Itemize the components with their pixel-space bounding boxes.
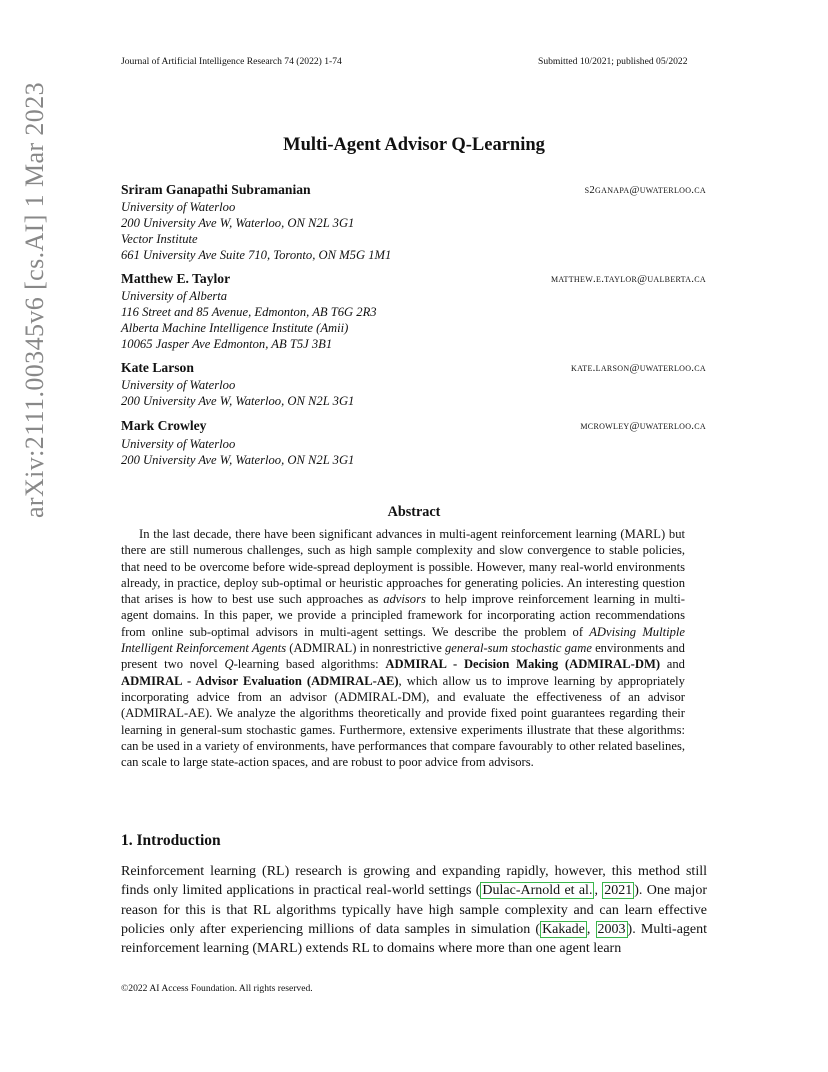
author-email[interactable]: s2ganapa@uwaterloo.ca: [584, 184, 706, 196]
affiliation-line: University of Waterloo: [121, 437, 236, 451]
affiliation-line: 10065 Jasper Ave Edmonton, AB T5J 3B1: [121, 337, 333, 351]
author-email[interactable]: matthew.e.taylor@ualberta.ca: [550, 273, 706, 285]
affiliation-line: University of Alberta: [121, 289, 228, 303]
abstract-text: -learning based algorithms:: [233, 657, 386, 672]
intro-text: ,: [594, 883, 603, 899]
affiliation-line: 116 Street and 85 Avenue, Edmonton, AB T6G 2R3: [121, 305, 377, 319]
abstract-text: and: [660, 657, 685, 672]
author-name: Mark Crowley: [121, 418, 207, 433]
abstract-body: [121, 526, 685, 770]
affiliation-line: 200 University Ave W, Waterloo, ON N2L 3G1: [121, 216, 355, 230]
citation-link[interactable]: 2003: [597, 921, 626, 937]
author-email[interactable]: mcrowley@uwaterloo.ca: [580, 420, 706, 432]
abstract-emphasis: general-sum stochastic game: [444, 641, 592, 656]
affiliation-line: 200 University Ave W, Waterloo, ON N2L 3G1: [121, 394, 355, 408]
citation-link[interactable]: Kakade: [542, 921, 585, 937]
intro-text: ). One major reason for this is that RL algorithms typically have high sample complexity and can learn effective policies only after experiencing millions of data samples in simulation (: [121, 883, 707, 937]
affiliation-line: University of Waterloo: [121, 200, 236, 214]
abstract-paragraph: [121, 526, 685, 770]
abstract-text: environments and present two novel: [121, 641, 685, 672]
intro-body: [121, 862, 707, 958]
copyright-footer: ©2022 AI Access Foundation. All rights reserved.: [121, 983, 313, 994]
author-name: Matthew E. Taylor: [121, 271, 231, 286]
author-affiliation: [121, 377, 481, 409]
author-name: Kate Larson: [121, 360, 194, 375]
submission-dates: Submitted 10/2021; published 05/2022: [538, 56, 688, 67]
intro-text: Reinforcement learning (RL) research is growing and expanding rapidly, however, this method still finds only limited applications in practical real-world settings (: [121, 864, 707, 899]
abstract-text: to help improve reinforcement learning in multi-agent domains. In this paper, we provide a principled framework for incorporating action recommendations from online sub-optimal advisors in multi-agent settings. We describe the problem of: [121, 592, 686, 639]
author-email[interactable]: kate.larson@uwaterloo.ca: [571, 362, 706, 374]
algorithm-name: ADMIRAL - Advisor Evaluation (ADMIRAL-AE): [121, 673, 399, 688]
affiliation-line: 200 University Ave W, Waterloo, ON N2L 3G1: [121, 453, 355, 467]
algorithm-name: ADMIRAL - Decision Making (ADMIRAL-DM): [385, 657, 661, 672]
abstract-text: In the last decade, there have been significant advances in multi-agent reinforcement learning (MARL) but there are still numerous challenges, such as high sample complexity and slow convergence to stable policies, that need to be overcome before wide-spread deployment is possible. However, many real-world environments already, in practice, deploy sub-optimal or heuristic approaches for generating policies. An interesting question that arises is how to best use such approaches as: [121, 527, 685, 607]
abstract-heading: Abstract: [387, 504, 441, 520]
abstract-emphasis: ADvising Multiple Intelligent Reinforcement Agents: [121, 624, 685, 656]
abstract-text: (ADMIRAL) in nonrestrictive: [286, 641, 445, 656]
intro-text: ). Multi-agent reinforcement learning (MARL) extends RL to domains where more than one agent learn: [121, 921, 708, 957]
abstract-emphasis: advisors: [383, 592, 426, 607]
section-heading: 1. Introduction: [121, 832, 221, 849]
affiliation-line: University of Waterloo: [121, 378, 236, 392]
abstract-text: , which allow us to improve learning by appropriately incorporating advice from an advisor (ADMIRAL-DM), and evaluate the effectiveness of an advisor (ADMIRAL-AE). We analyze the algorithms theoretically and provide fixed point guarantees regarding their learning in general-sum stochastic games. Furthermore, extensive experiments illustrate that these algorithms: can be used in a variety of environments, have performances that compare favourably to other related baselines, can scale to large state-action spaces, and are robust to poor advice from advisors.: [121, 673, 685, 770]
affiliation-line: 661 University Ave Suite 710, Toronto, ON M5G 1M1: [121, 248, 392, 262]
journal-header: Journal of Artificial Intelligence Research 74 (2022) 1-74: [121, 56, 342, 67]
author-affiliation: [121, 199, 481, 263]
arxiv-identifier: arXiv:2111.00345v6 [cs.AI] 1 Mar 2023: [20, 81, 49, 519]
affiliation-line: Vector Institute: [121, 232, 198, 246]
intro-paragraph: [121, 862, 707, 958]
author-affiliation: [121, 436, 481, 468]
citation-link[interactable]: 2021: [604, 883, 633, 899]
intro-text: ,: [586, 921, 596, 937]
affiliation-line: Alberta Machine Intelligence Institute (Amii): [121, 321, 349, 335]
abstract-emphasis: Q: [224, 657, 234, 672]
author-name: Sriram Ganapathi Subramanian: [121, 182, 311, 197]
citation-link[interactable]: Dulac-Arnold et al.: [482, 883, 593, 899]
author-affiliation: [121, 288, 481, 352]
paper-title: Multi-Agent Advisor Q-Learning: [283, 135, 545, 155]
